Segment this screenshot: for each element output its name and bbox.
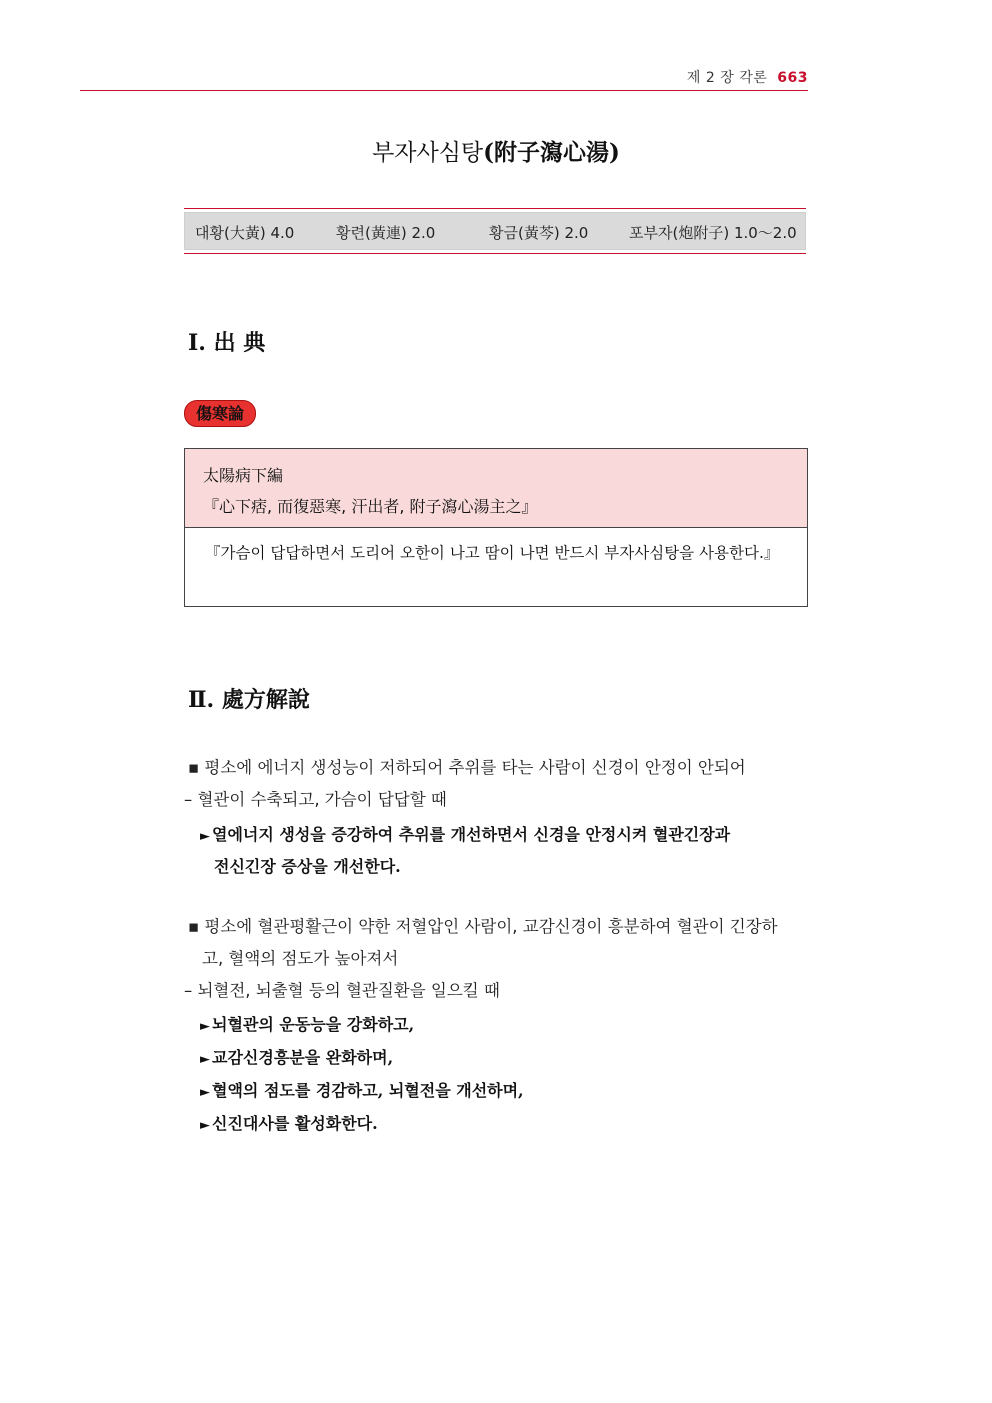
source-quote-box <box>184 448 808 607</box>
condition-line: – 뇌혈전, 뇌출혈 등의 혈관질환을 일으킬 때 <box>184 981 500 1000</box>
title-hanja: (附子瀉心湯) <box>483 139 620 166</box>
source-badge: 傷寒論 <box>184 400 256 427</box>
quote-original <box>185 449 807 528</box>
title-hangul: 부자사심탕 <box>372 140 484 166</box>
ingredient-item: 황련(黃連) 2.0 <box>336 224 436 242</box>
section-heading-source: Ⅰ. 出 典 <box>188 330 266 356</box>
section-heading-explanation: Ⅱ. 處方解說 <box>188 687 310 713</box>
condition-line: ▪ 평소에 혈관평활근이 약한 저혈압인 사람이, 교감신경이 흥분하여 혈관이 긴장하 <box>188 917 778 936</box>
arrow-icon: ► <box>200 1052 210 1067</box>
condition-line: ▪ 평소에 에너지 생성능이 저하되어 추위를 타는 사람이 신경이 안정이 안되어 <box>188 758 746 777</box>
header-rule <box>80 90 808 91</box>
ingredients-box <box>184 212 806 250</box>
effect-line: ► 혈액의 점도를 경감하고, 뇌혈전을 개선하며, <box>200 1081 524 1100</box>
effect-line: ► 신진대사를 활성화한다. <box>200 1114 378 1133</box>
quote-text: 『心下痞, 而復惡寒, 汗出者, 附子瀉心湯主之』 <box>203 497 538 516</box>
ingredient-item: 황금(黃芩) 2.0 <box>489 224 589 242</box>
running-header <box>687 67 808 87</box>
arrow-icon: ► <box>200 1019 210 1034</box>
chapter-label: 제 2 장 각론 <box>686 70 768 86</box>
ingredient-item: 대황(大黃) 4.0 <box>195 224 295 242</box>
effect-line: ► 뇌혈관의 운동능을 강화하고, <box>200 1015 415 1034</box>
quote-chapter: 太陽病下編 <box>203 466 284 485</box>
effect-line: ► 교감신경흥분을 완화하며, <box>200 1048 394 1067</box>
effect-line: 전신긴장 증상을 개선한다. <box>214 857 401 876</box>
condition-line: – 혈관이 수축되고, 가슴이 답답할 때 <box>184 790 447 809</box>
quote-translation: 『가슴이 답답하면서 도리어 오한이 나고 땀이 나면 반드시 부자사심탕을 사용한다.』 <box>205 544 780 562</box>
ingredients-rule-bottom <box>184 253 806 254</box>
page-number: 663 <box>777 70 808 86</box>
ingredients-rule-top <box>184 208 806 209</box>
arrow-icon: ► <box>200 1118 210 1133</box>
arrow-icon: ► <box>200 829 210 844</box>
arrow-icon: ► <box>200 1085 210 1100</box>
effect-line: ► 열에너지 생성을 증강하여 추위를 개선하면서 신경을 안정시켜 혈관긴장과 <box>200 825 731 844</box>
prescription-title <box>0 134 992 167</box>
condition-line: 고, 혈액의 점도가 높아져서 <box>202 949 399 968</box>
ingredient-item: 포부자(炮附子) 1.0～2.0 <box>629 224 797 242</box>
